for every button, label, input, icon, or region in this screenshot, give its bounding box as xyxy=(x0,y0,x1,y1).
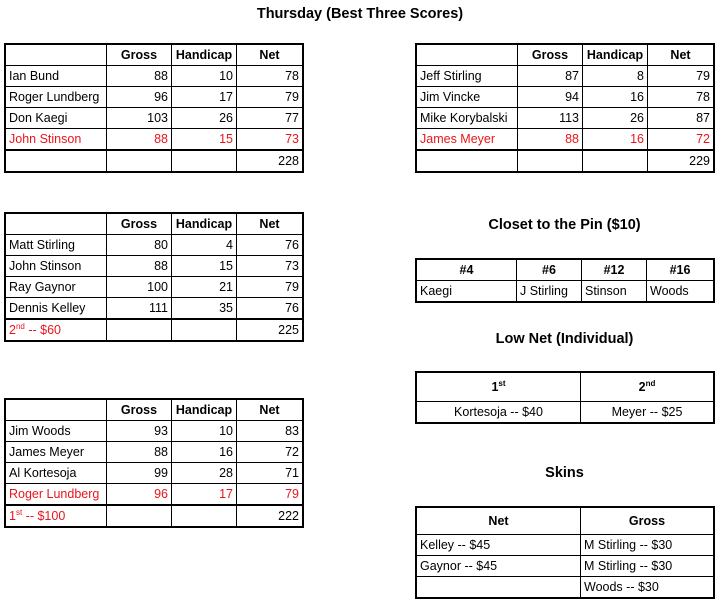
skins-gross-header: Gross xyxy=(581,508,714,535)
team2-table xyxy=(416,44,714,172)
low-net-title: Low Net (Individual) xyxy=(495,331,634,347)
total-row xyxy=(417,150,714,172)
table-row: Don Kaegi 103 26 77 xyxy=(6,108,303,129)
table-row: John Stinson 88 15 73 xyxy=(6,129,303,151)
table-row: Al Kortesoja 99 28 71 xyxy=(6,463,303,484)
net-header: Net xyxy=(237,400,303,421)
handicap-header: Handicap xyxy=(172,45,237,66)
net-header: Net xyxy=(237,45,303,66)
table-row: Kaegi J Stirling Stinson Woods xyxy=(417,281,714,302)
place-prize: 2nd -- $60 xyxy=(6,319,107,341)
low-net-table xyxy=(416,372,714,423)
table-row: Woods -- $30 xyxy=(417,577,714,598)
team4-table xyxy=(5,399,303,527)
hole-header: #12 xyxy=(582,260,647,281)
net-header: Net xyxy=(648,45,714,66)
total-row xyxy=(6,319,303,341)
team-total: 228 xyxy=(237,150,303,172)
closest-title: Closet to the Pin ($10) xyxy=(488,217,641,233)
team1-table xyxy=(5,44,303,172)
table-row: Matt Stirling 80 4 76 xyxy=(6,235,303,256)
table-row: Jeff Stirling 87 8 79 xyxy=(417,66,714,87)
table-row: James Meyer 88 16 72 xyxy=(6,442,303,463)
table-row: John Stinson 88 15 73 xyxy=(6,256,303,277)
table-row: Ray Gaynor 100 21 79 xyxy=(6,277,303,298)
skins-net-header: Net xyxy=(417,508,581,535)
page-title: Thursday (Best Three Scores) xyxy=(256,6,464,22)
table-row: Mike Korybalski 113 26 87 xyxy=(417,108,714,129)
hole-header: #4 xyxy=(417,260,517,281)
hole-header: #16 xyxy=(647,260,714,281)
second-place-header: 2nd xyxy=(581,373,714,402)
gross-header: Gross xyxy=(107,45,172,66)
table-row: Dennis Kelley 111 35 76 xyxy=(6,298,303,320)
closest-table xyxy=(416,259,714,302)
table-row: James Meyer 88 16 72 xyxy=(417,129,714,151)
net-header: Net xyxy=(237,214,303,235)
gross-header: Gross xyxy=(518,45,583,66)
table-row: Kelley -- $45 M Stirling -- $30 xyxy=(417,535,714,556)
handicap-header: Handicap xyxy=(172,400,237,421)
team-total: 225 xyxy=(237,319,303,341)
team3-table xyxy=(5,213,303,341)
table-row: Kortesoja -- $40 Meyer -- $25 xyxy=(417,402,714,423)
table-row: Jim Woods 93 10 83 xyxy=(6,421,303,442)
hole-header: #6 xyxy=(517,260,582,281)
team-total: 229 xyxy=(648,150,714,172)
table-row: Roger Lundberg 96 17 79 xyxy=(6,87,303,108)
place-prize: 1st -- $100 xyxy=(6,505,107,527)
total-row xyxy=(6,505,303,527)
table-row: Ian Bund 88 10 78 xyxy=(6,66,303,87)
table-row: Gaynor -- $45 M Stirling -- $30 xyxy=(417,556,714,577)
table-row: Roger Lundberg 96 17 79 xyxy=(6,484,303,506)
skins-table xyxy=(416,507,714,598)
total-row xyxy=(6,150,303,172)
team-total: 222 xyxy=(237,505,303,527)
table-row: Jim Vincke 94 16 78 xyxy=(417,87,714,108)
skins-title: Skins xyxy=(545,465,584,481)
gross-header: Gross xyxy=(107,400,172,421)
handicap-header: Handicap xyxy=(172,214,237,235)
handicap-header: Handicap xyxy=(583,45,648,66)
first-place-header: 1st xyxy=(417,373,581,402)
gross-header: Gross xyxy=(107,214,172,235)
